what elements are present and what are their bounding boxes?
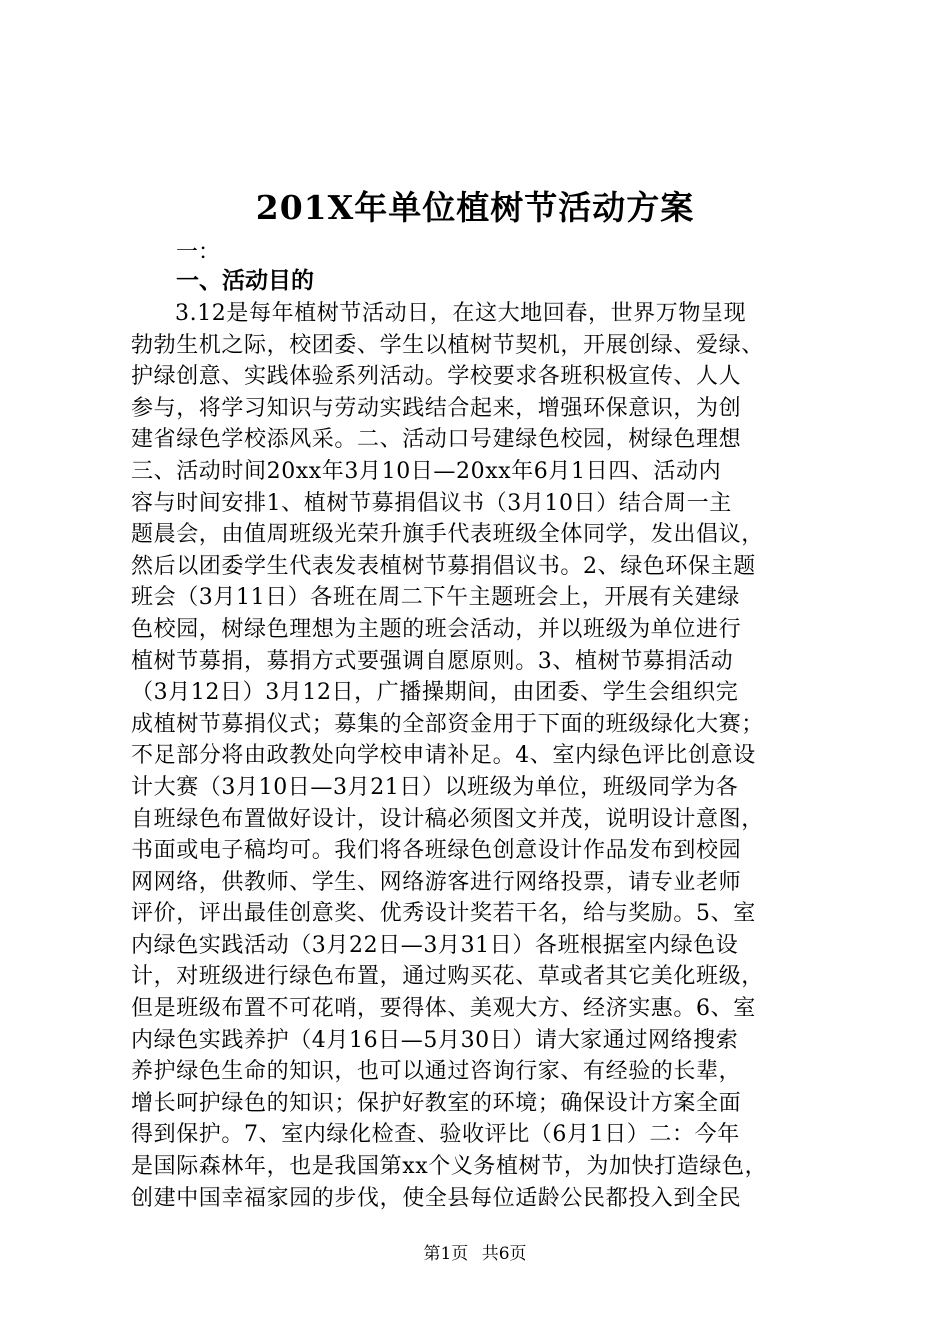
body-line: 网网络，供教师、学生、网络游客进行网络投票，请专业老师 [131, 869, 742, 895]
body-line: 勃勃生机之际，校团委、学生以植树节契机，开展创绿、爱绿、 [131, 332, 764, 358]
body-line: 不足部分将由政教处向学校申请补足。4、室内绿色评比创意设 [131, 743, 756, 769]
document-title: 201X年单位植树节活动方案 [255, 188, 695, 227]
body-line: 建省绿色学校添风采。二、活动口号建绿色校园，树绿色理想 [131, 427, 742, 453]
body-line: 参与，将学习知识与劳动实践结合起来，增强环保意识，为创 [131, 395, 742, 421]
body-line: 内绿色实践养护（4月16日—5月30日）请大家通过网络搜索 [131, 1027, 739, 1053]
body-line: 题晨会，由值周班级光荣升旗手代表班级全体同学，发出倡议， [131, 522, 764, 548]
body-line: （3月12日）3月12日，广播操期间，由团委、学生会组织完 [131, 680, 739, 706]
body-line: 3.12是每年植树节活动日，在这大地回春，世界万物呈现 [175, 301, 747, 326]
body-line: 容与时间安排1、植树节募捐倡议书（3月10日）结合周一主 [131, 490, 732, 516]
body-line: 内绿色实践活动（3月22日—3月31日）各班根据室内绿色设 [131, 932, 739, 958]
page-footer [0, 1243, 950, 1265]
body-line: 计大赛（3月10日—3月21日）以班级为单位，班级同学为各 [131, 774, 739, 800]
body-line: 养护绿色生命的知识，也可以通过咨询行家、有经验的长辈， [131, 1059, 742, 1085]
body-paragraph [131, 298, 831, 1214]
body-line: 然后以团委学生代表发表植树节募捐倡议书。2、绿色环保主题 [131, 553, 756, 579]
body-line: 植树节募捐，募捐方式要强调自愿原则。3、植树节募捐活动 [131, 648, 734, 674]
body-line: 护绿创意、实践体验系列活动。学校要求各班积极宣传、人人 [131, 364, 742, 390]
section-heading: 一、活动目的 [176, 267, 314, 294]
body-line: 三、活动时间20xx年3月10日—20xx年6月1日四、活动内 [131, 458, 722, 484]
body-line: 是国际森林年，也是我国第xx个义务植树节，为加快打造绿色， [131, 1154, 768, 1180]
body-line: 自班绿色布置做好设计，设计稿必须图文并茂，说明设计意图， [131, 806, 764, 832]
body-line: 但是班级布置不可花哨，要得体、美观大方、经济实惠。6、室 [131, 996, 756, 1022]
body-line: 书面或电子稿均可。我们将各班绿色创意设计作品发布到校园 [131, 838, 742, 864]
body-line: 计，对班级进行绿色布置，通过购买花、草或者其它美化班级， [131, 964, 764, 990]
section-marker: 一： [176, 240, 221, 265]
body-line: 色校园，树绿色理想为主题的班会活动，并以班级为单位进行 [131, 616, 742, 642]
body-line: 成植树节募捐仪式；募集的全部资金用于下面的班级绿化大赛； [131, 711, 764, 737]
body-line: 得到保护。7、室内绿化检查、验收评比（6月1日）二：今年 [131, 1122, 740, 1148]
page-number: 第1页 [423, 1244, 469, 1264]
body-line: 班会（3月11日）各班在周二下午主题班会上，开展有关建绿 [131, 585, 740, 611]
body-line: 增长呵护绿色的知识；保护好教室的环境；确保设计方案全面 [131, 1090, 742, 1116]
body-line: 评价，评出最佳创意奖、优秀设计奖若干名，给与奖励。5、室 [131, 901, 756, 927]
page-total: 共6页 [481, 1244, 527, 1264]
body-line: 创建中国幸福家园的步伐，使全县每位适龄公民都投入到全民 [131, 1185, 742, 1211]
